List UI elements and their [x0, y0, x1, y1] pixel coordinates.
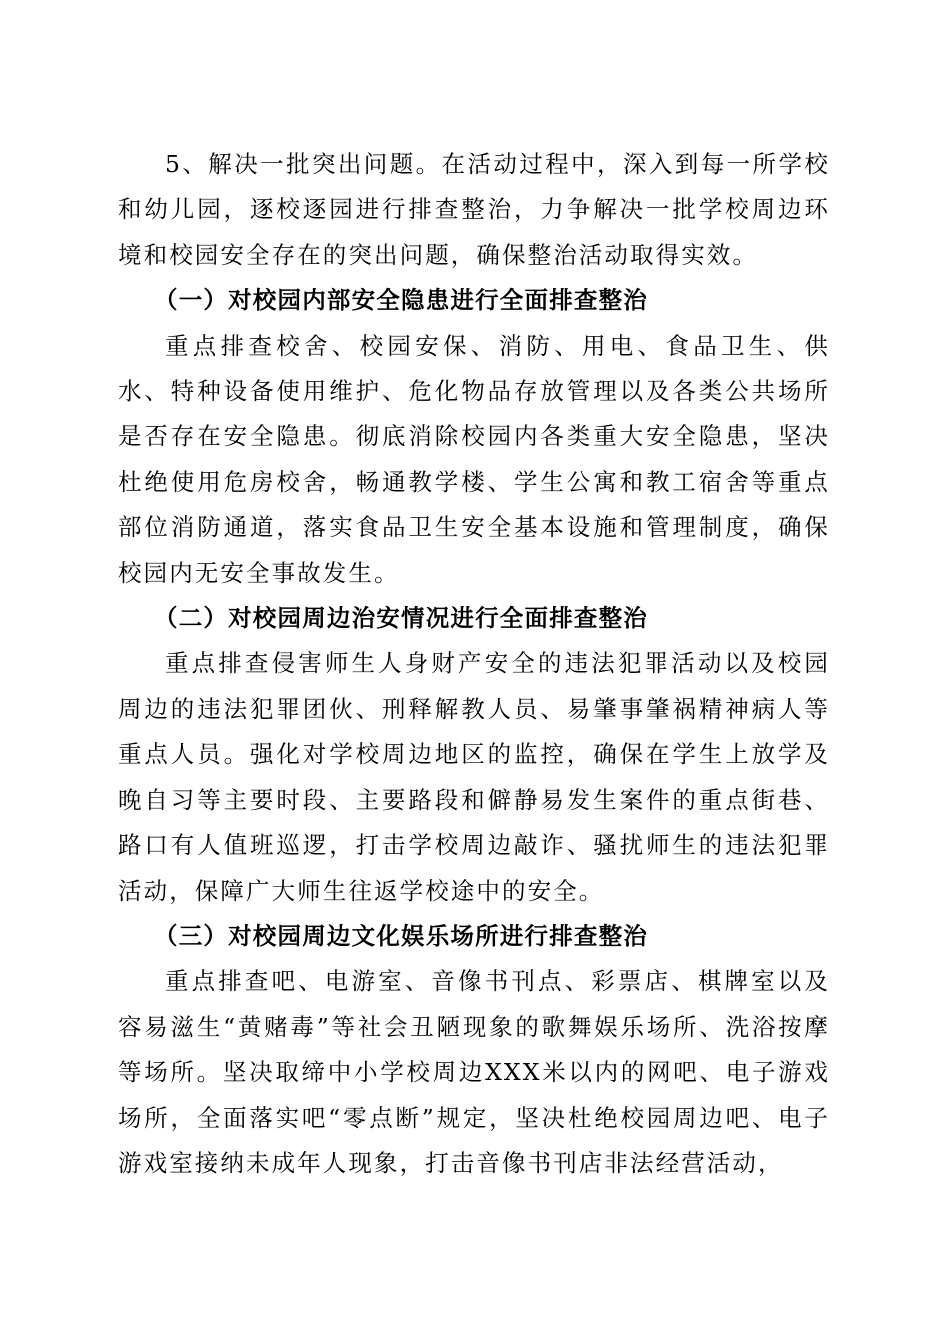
section-heading-1: （一）对校园内部安全隐患进行全面排查整治 — [154, 286, 648, 315]
section-heading-3: （三）对校园周边文化娱乐场所进行排查整治 — [154, 921, 648, 950]
paragraph-item-5: 5、解决一批突出问题。在活动过程中，深入到每一所学校和幼儿园，逐校逐园进行排查整治，力争解决一批学校周边环境和校园安全存在的突出问题，确保整治活动取得实效。 — [118, 150, 830, 269]
document-page — [118, 142, 830, 1186]
paragraph-campus-surrounding-security: 重点排查侵害师生人身财产安全的违法犯罪活动以及校园周边的违法犯罪团伙、刑释解教人员、易肇事肇祸精神病人等重点人员。强化对学校周边地区的监控，确保在学生上放学及晚自习等主要时段、主要路段和僻静易发生案件的重点街巷、路口有人值班巡逻，打击学校周边敲诈、骚扰师生的违法犯罪活动，保障广大师生往返学校途中的安全。 — [118, 649, 830, 905]
paragraph-campus-internal-safety: 重点排查校舍、校园安保、消防、用电、食品卫生、供水、特种设备使用维护、危化物品存放管理以及各类公共场所是否存在安全隐患。彻底消除校园内各类重大安全隐患，坚决杜绝使用危房校舍，畅通教学楼、学生公寓和教工宿舍等重点部位消防通道，落实食品卫生安全基本设施和管理制度，确保校园内无安全事故发生。 — [118, 331, 830, 587]
section-heading-2: （二）对校园周边治安情况进行全面排查整治 — [154, 604, 648, 633]
paragraph-entertainment-venues: 重点排查吧、电游室、音像书刊点、彩票店、棋牌室以及容易滋生“黄赌毒”等社会丑陋现象的歌舞娱乐场所、洗浴按摩等场所。坚决取缔中小学校周边XXX米以内的网吧、电子游戏场所，全面落实吧“零点断”规定，坚决杜绝校园周边吧、电子游戏室接纳未成年人现象，打击音像书刊店非法经营活动， — [118, 967, 830, 1177]
